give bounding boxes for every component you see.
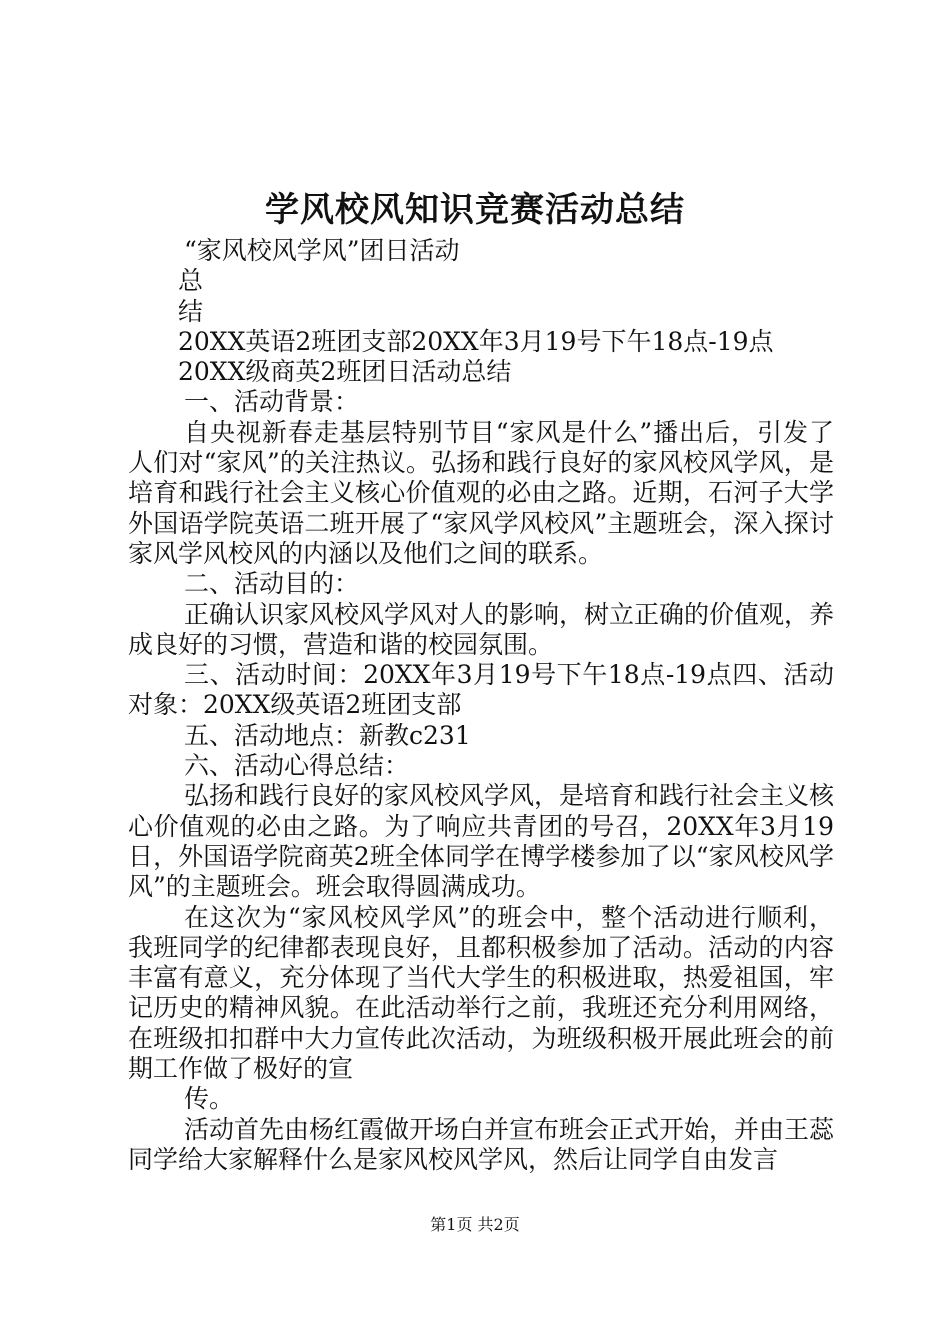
summary-title-line: 20XX级商英2班团日活动总结 [178, 357, 512, 387]
paragraph: 弘扬和践行良好的家风校风学风，是培育和践行社会主义核心价值观的必由之路。为了响应共青团的号召，20XX年3月19日，外国语学院商英2班全体同学在博学楼参加了以“家风校风学风”的主题班会。班会取得圆满成功。 [128, 781, 835, 902]
paragraph: 自央视新春走基层特别节目“家风是什么”播出后，引发了人们对“家风”的关注热议。弘扬和践行良好的家风校风学风，是培育和践行社会主义核心价值观的必由之路。近期，石河子大学外国语学院英语二班开展了“家风学风校风”主题班会，深入探讨家风学风校风的内涵以及他们之间的联系。 [128, 417, 834, 568]
page-number-footer: 第1页 共2页 [430, 1215, 520, 1234]
paragraph: 活动首先由杨红霞做开场白并宣布班会正式开始，并由王蕊同学给大家解释什么是家风校风学风，然后让同学自由发言 [128, 1114, 835, 1174]
paragraph: 传。 [184, 1084, 235, 1114]
section-heading: 六、活动心得总结： [184, 751, 410, 781]
subtitle-line: 总 [178, 266, 204, 296]
team-info-line: 20XX英语2班团支部20XX年3月19号下午18点-19点 [178, 326, 774, 356]
paragraph: 正确认识家风校风学风对人的影响，树立正确的价值观，养成良好的习惯，营造和谐的校园氛围。 [128, 599, 835, 659]
subtitle-line: 结 [178, 296, 204, 326]
document-title: 学风校风知识竞赛活动总结 [265, 190, 685, 230]
section-heading: 二、活动目的： [184, 569, 360, 599]
section-heading: 五、活动地点：新教c231 [184, 720, 471, 750]
paragraph: 在这次为“家风校风学风”的班会中，整个活动进行顺利，我班同学的纪律都表现良好，且都积极参加了活动。活动的内容丰富有意义，充分体现了当代大学生的积极进取，热爱祖国，牢记历史的精神风貌。在此活动举行之前，我班还充分利用网络，在班级扣扣群中大力宣传此次活动，为班级积极开展此班会的前期工作做了极好的宣 [128, 902, 834, 1084]
document-body [128, 236, 834, 1175]
section-heading: 一、活动背景： [184, 387, 360, 417]
section-heading: 三、活动时间：20XX年3月19号下午18点-19点四、活动对象：20XX级英语2班团支部 [128, 660, 834, 720]
subtitle-line: “家风校风学风”团日活动 [184, 236, 460, 265]
